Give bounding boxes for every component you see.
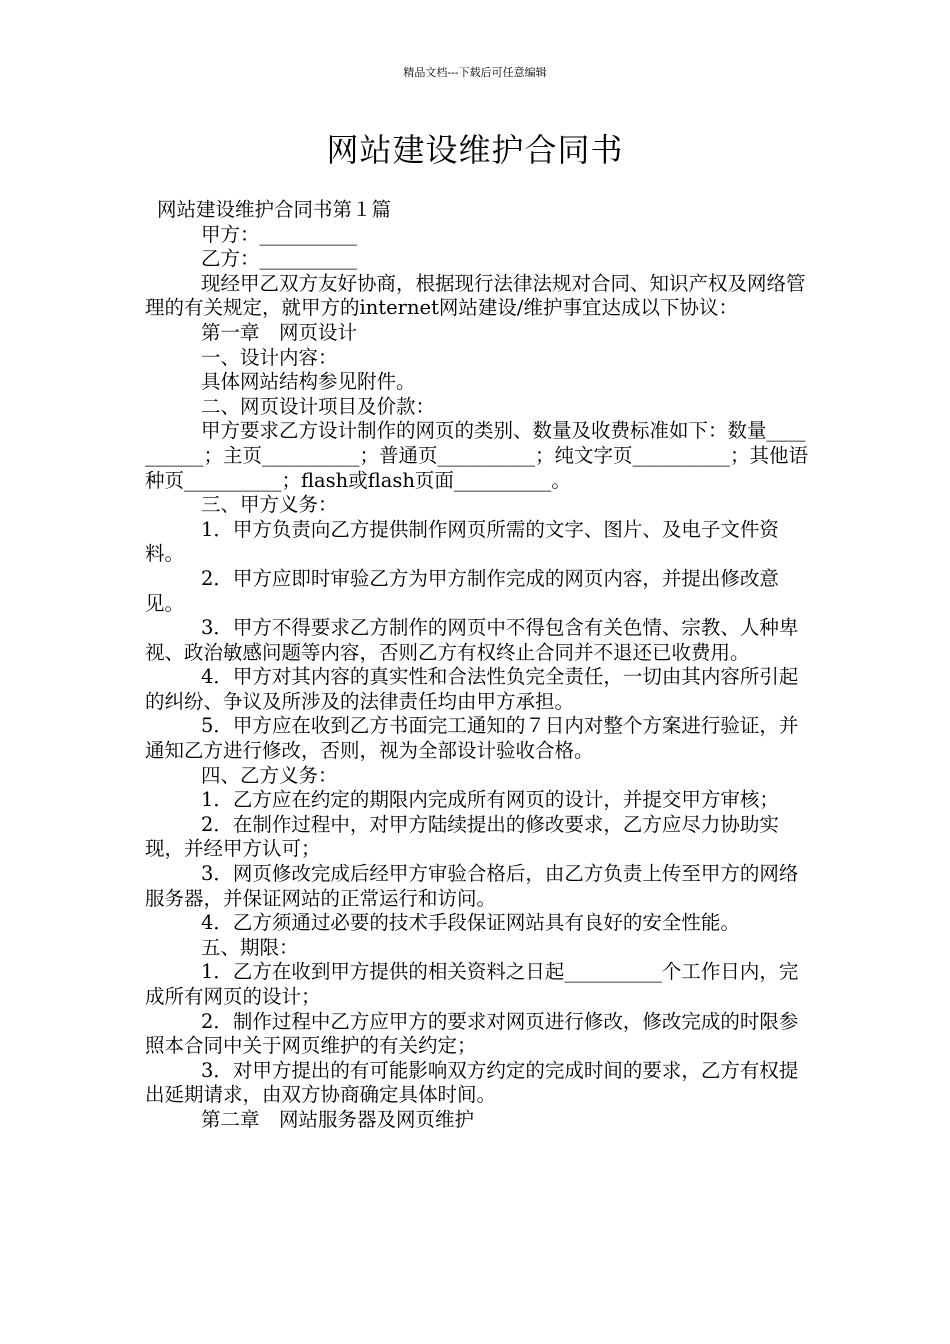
paragraph: 一、设计内容： [201,345,338,369]
paragraph: 具体网站结构参见附件。 [201,370,416,394]
paragraph: 2．制作过程中乙方应甲方的要求对网页进行修改，修改完成的时限参照本合同中关于网页维护的有关约定； [145,1009,799,1058]
paragraph: 网站建设维护合同书第１篇 [157,198,392,221]
document-title: 网站建设维护合同书 [326,131,624,169]
document-body [145,198,809,1133]
header-note: 精品文档---下载后可任意编辑 [403,66,547,79]
paragraph: 1．甲方负责向乙方提供制作网页所需的文字、图片、及电子文件资料。 [145,517,779,566]
paragraph: 乙方：__________ [201,247,358,271]
paragraph: 五、期限： [201,935,299,959]
paragraph: 现经甲乙双方友好协商，根据现行法律法规对合同、知识产权及网络管理的有关规定，就甲方的internet网站建设/维护事宜达成以下协议： [145,271,806,320]
paragraph: 第一章 网页设计 [201,320,358,344]
paragraph: 2．甲方应即时审验乙方为甲方制作完成的网页内容，并提出修改意见。 [145,566,779,615]
paragraph: 3．甲方不得要求乙方制作的网页中不得包含有关色情、宗教、人种卑视、政治敏感问题等内容，否则乙方有权终止合同并不退还已收费用。 [145,616,799,664]
paragraph: 4．甲方对其内容的真实性和合法性负完全责任，一切由其内容所引起的纠纷、争议及所涉及的法律责任均由甲方承担。 [145,665,799,713]
paragraph: 甲方要求乙方设计制作的网页的类别、数量及收费标准如下：数量__________；主页__________；普通页__________；纯文字页__________；其他语种页__________；flash或flash页面__________。 [145,419,809,492]
paragraph: 四、乙方义务： [201,763,338,787]
paragraph: 4．乙方须通过必要的技术手段保证网站具有良好的安全性能。 [201,911,740,935]
paragraph: 1．乙方在收到甲方提供的相关资料之日起__________个工作日内，完成所有网页的设计； [145,960,799,1008]
paragraph: 甲方：__________ [201,222,358,246]
paragraph: 三、甲方义务： [201,493,338,517]
paragraph: 2．在制作过程中，对甲方陆续提出的修改要求，乙方应尽力协助实现，并经甲方认可； [145,812,779,861]
paragraph: 3．网页修改完成后经甲方审验合格后，由乙方负责上传至甲方的网络服务器，并保证网站的正常运行和访问。 [145,862,799,910]
paragraph: 二、网页设计项目及价款： [201,394,436,418]
paragraph: 1．乙方应在约定的期限内完成所有网页的设计，并提交甲方审核； [201,788,779,812]
paragraph: 第二章 网站服务器及网页维护 [201,1107,475,1131]
paragraph: 5．甲方应在收到乙方书面完工通知的７日内对整个方案进行验证，并通知乙方进行修改，否则，视为全部设计验收合格。 [145,714,799,763]
paragraph: 3．对甲方提出的有可能影响双方约定的完成时间的要求，乙方有权提出延期请求，由双方协商确定具体时间。 [145,1058,799,1107]
